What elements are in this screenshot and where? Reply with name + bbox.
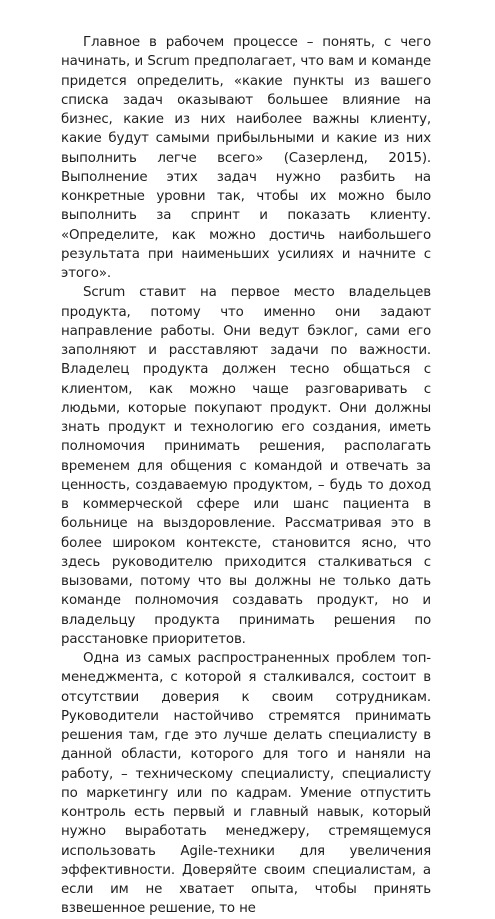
paragraph-2: Scrum ставит на первое место владельцев продукта, потому что именно они задают направление работы. Они ведут бэклог, сами его заполняют и расставляют задачи по важности. Владелец продукта должен тесно общаться с клиентом, как можно чаще разговаривать с людьми, которые покупают продукт. Они должны знать продукт и технологию его создания, иметь полномочия принимать решения, располагать временем для общения с командой и отвечать за ценность, создаваемую продуктом, – будь то доход в коммерческой сфере или шанс пациента в больнице на выздоровление. Рассматривая это в более широком контексте, становится ясно, что здесь руководителю приходится сталкиваться с вызовами, потому что вы должны не только дать команде полномочия создавать продукт, но и владельцу продукта принимать решения по расстановке приоритетов.: [61, 285, 431, 647]
paragraph-1: Главное в рабочем процессе – понять, с чего начинать, и Scrum предполагает, что вам и команде придется определить, «какие пункты из вашего списка задач оказывают большее влияние на бизнес, какие из них наиболее важны клиенту, какие будут самыми прибыльными и какие из них выполнить легче всего» (Сазерленд, 2015). Выполнение этих задач нужно разбить на конкретные уровни так, чтобы их можно было выполнить за спринт и показать клиенту. «Определите, как можно достичь наибольшего результата при наименьших усилиях и начните с этого».: [61, 35, 431, 281]
body-text: [61, 33, 431, 919]
paragraph-3: Одна из самых распространенных проблем топ-менеджмента, с которой я сталкивался, состоит в отсутствии доверия к своим сотрудникам. Руководители настойчиво стремятся принимать решения там, где это лучше делать специалисту в данной области, которого для того и наняли на работу, – техническому специалисту, специалисту по маркетингу или по кадрам. Умение отпустить контроль есть первый и главный навык, который нужно выработать менеджеру, стремящемуся использовать Agile-техники для увеличения эффективности. Доверяйте своим специалистам, а если им не хватает опыта, чтобы принять взвешенное решение, то не: [61, 651, 431, 917]
